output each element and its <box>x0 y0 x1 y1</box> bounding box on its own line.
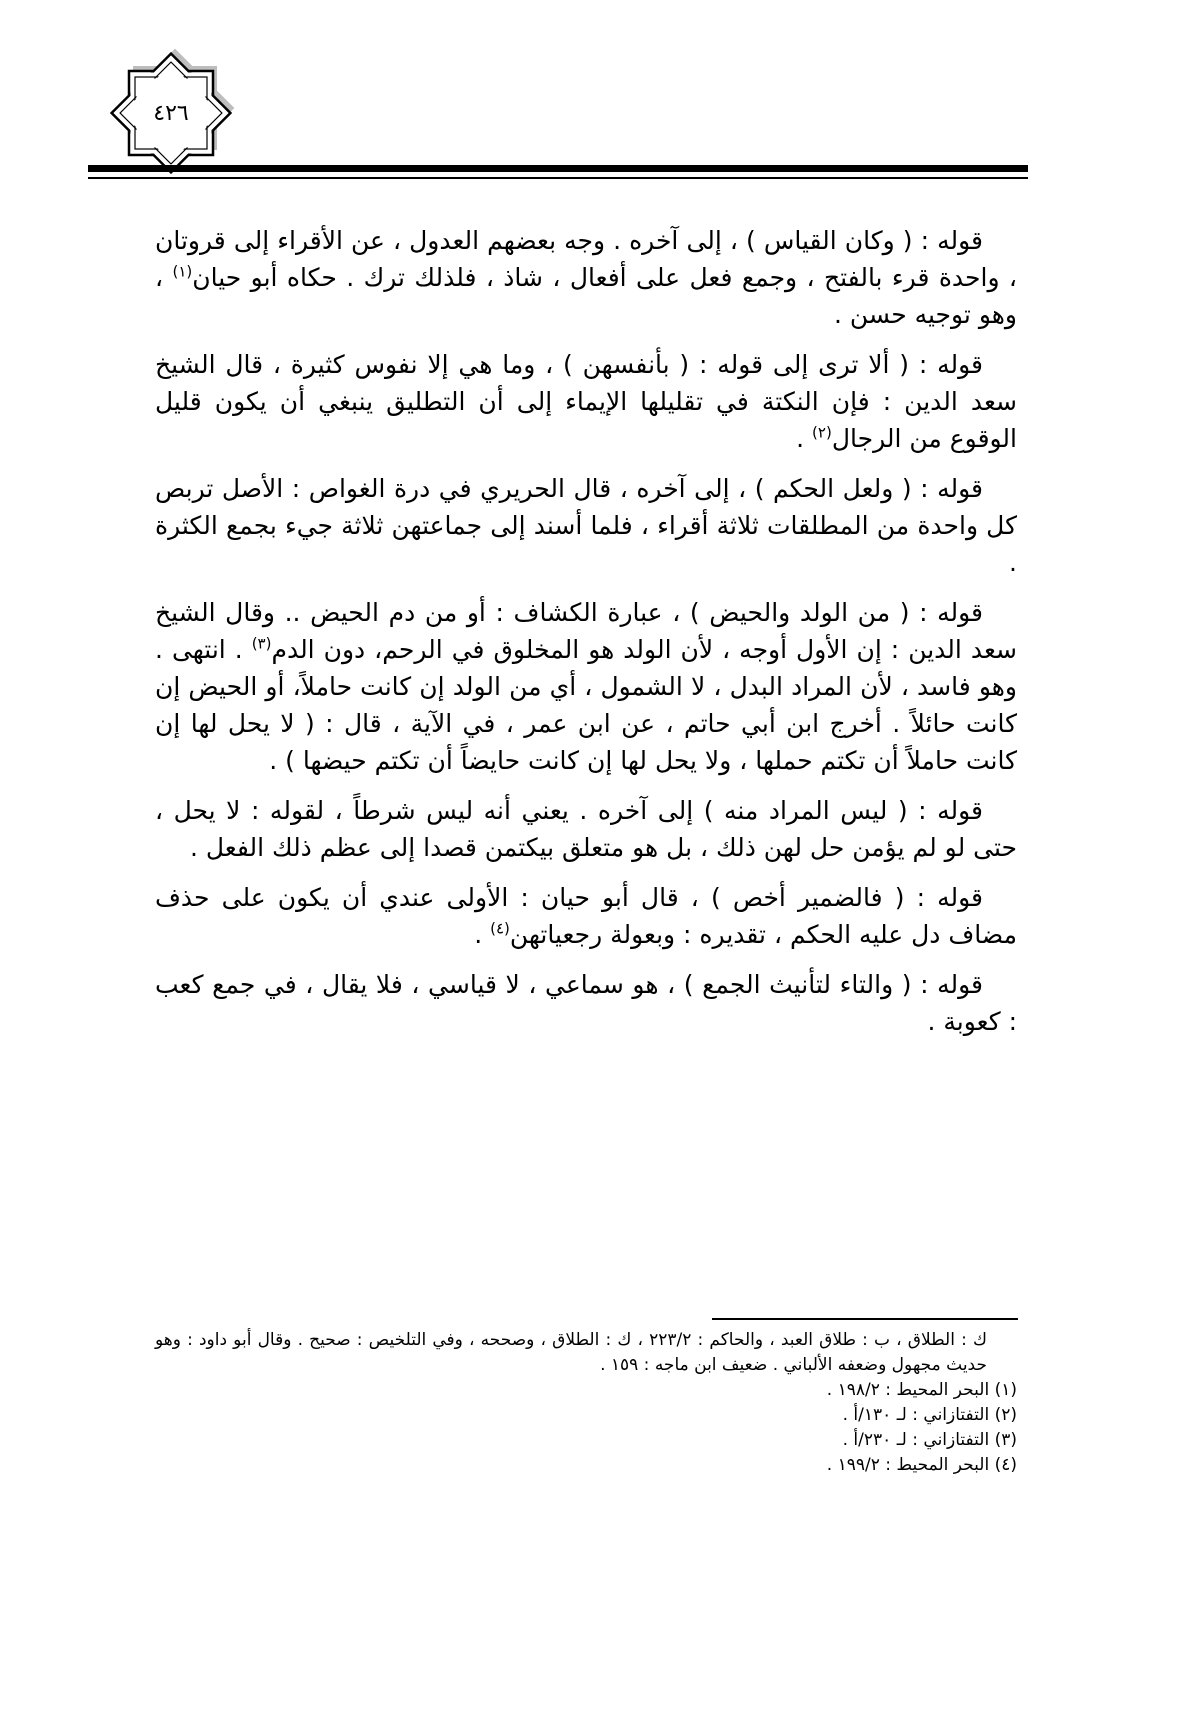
paragraph: قوله : ( ليس المراد منه ) إلى آخره . يعني أنه ليس شرطاً ، لقوله : لا يحل ، حتى لو لم يؤمن حل لهن ذلك ، بل هو متعلق بيكتمن قصدا إلى عظم ذلك الفعل . <box>155 796 1017 862</box>
paragraph: قوله : ( فالضمير أخص ) ، قال أبو حيان : الأولى عندي أن يكون على حذف مضاف دل عليه الحكم ، تقديره : وبعولة رجعياتهن$^{(٤)}$ . <box>155 883 1017 949</box>
main-text <box>155 222 1017 1053</box>
paragraph: قوله : ( وكان القياس ) ، إلى آخره . وجه بعضهم العدول ، عن الأقراء إلى قروتان ، واحدة قرء بالفتح ، وجمع فعل على أفعال ، شاذ ، فلذلك ترك . حكاه أبو حيان$^{(١)}$ ، وهو توجيه حسن . <box>155 226 1018 329</box>
footnote-item: (٣) التفتازاني : لـ ٢٣٠/أ . <box>842 1430 1017 1450</box>
paragraph: قوله : ( ولعل الحكم ) ، إلى آخره ، قال الحريري في درة الغواص : الأصل تربص كل واحدة من المطلقات ثلاثة أقراء ، فلما أسند إلى جماعتهن ثلاثة جيء بجمع الكثرة . <box>155 474 1017 577</box>
page-number: ٤٢٦ <box>153 100 189 126</box>
footnote-item: (١) البحر المحيط : ١٩٨/٢ . <box>826 1380 1017 1400</box>
header-rule-thin <box>88 177 1028 179</box>
footnote-marker: (٤) <box>490 919 510 938</box>
footnotes <box>155 1328 1017 1478</box>
paragraph: قوله : ( من الولد والحيض ) ، عبارة الكشاف : أو من دم الحيض .. وقال الشيخ سعد الدين : إن الأول أوجه ، لأن الولد هو المخلوق في الرحم، دون الدم$^{(٣)}$ . انتهى . وهو فاسد ، لأن المراد البدل ، لا الشمول ، أي من الولد إن كانت حاملاً، أو الحيض إن كانت حائلاً . أخرج ابن أبي حاتم ، عن ابن عمر ، في الآية ، قال : ( لا يحل لها إن كانت حاملاً أن تكتم حملها ، ولا يحل لها إن كانت حايضاً أن تكتم حيضها ) . <box>155 598 1017 775</box>
footnote-separator <box>712 1318 1018 1320</box>
footnote-item: (٤) البحر المحيط : ١٩٩/٢ . <box>826 1455 1017 1475</box>
paragraph: قوله : ( والتاء لتأنيث الجمع ) ، هو سماعي ، لا قياسي ، فلا يقال ، في جمع كعب : كعوبة . <box>155 970 1017 1036</box>
footnote-marker: (١) <box>172 262 193 281</box>
footnote-continued: ك : الطلاق ، ب : طلاق العبد ، والحاكم : ٢٢٣/٢ ، ك : الطلاق ، وصححه ، وفي التلخيص : صحيح . وقال أبو داود : وهو حديث مجهول وضعفه الألباني . ضعيف ابن ماجه : ١٥٩ . <box>155 1330 987 1375</box>
footnote-item: (٢) التفتازاني : لـ ١٣٠/أ . <box>842 1405 1017 1425</box>
paragraph: قوله : ( ألا ترى إلى قوله : ( بأنفسهن ) ، وما هي إلا نفوس كثيرة ، قال الشيخ سعد الدين : فإن النكتة في تقليلها الإيماء إلى أن التطليق ينبغي أن يكون قليل الوقوع من الرجال$^{(٢)}$ . <box>155 350 1017 453</box>
header-rule-thick <box>88 165 1028 172</box>
footnote-marker: (٣) <box>251 634 272 653</box>
footnote-marker: (٢) <box>812 423 832 442</box>
